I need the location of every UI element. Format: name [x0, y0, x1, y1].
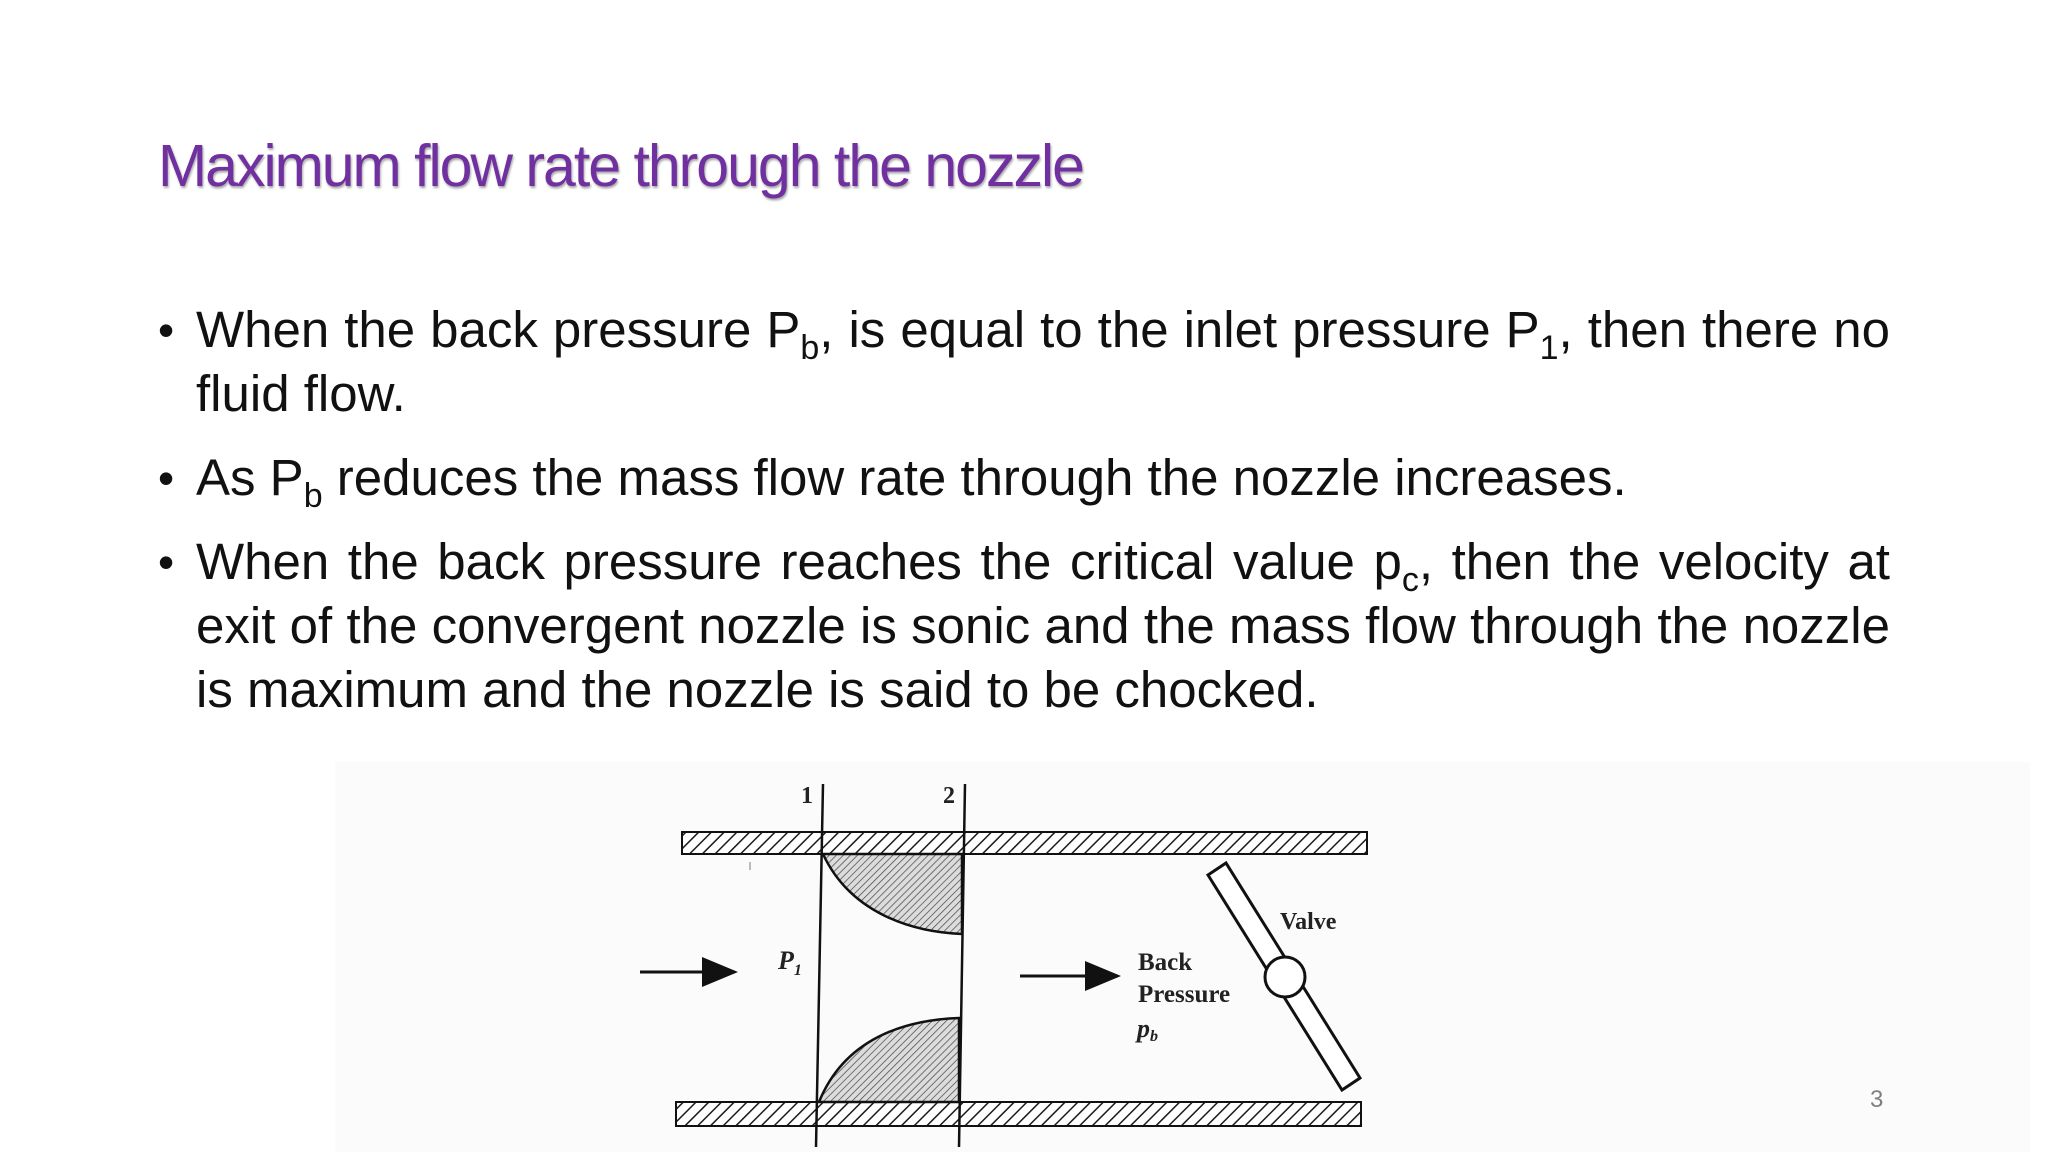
bullet-dot-icon: • — [158, 452, 175, 504]
bullet-dot-icon: • — [158, 304, 175, 356]
nozzle-diagram — [335, 762, 2030, 1152]
back-pressure-symbol-letter: p — [1137, 1014, 1150, 1043]
bullet-text: , then the velocity at exit of the convergent nozzle is sonic and the mass flow through the nozzle is maximum and the nozzle is said to be chocked. — [196, 533, 1890, 718]
bullet-text: As P — [196, 449, 304, 506]
bullet-text: When the back pressure P — [196, 301, 801, 358]
bullet-dot-icon: • — [158, 536, 175, 588]
section-label-2: 2 — [943, 783, 955, 809]
subscript: b — [800, 329, 820, 367]
inlet-pressure-label — [777, 946, 802, 979]
nozzle-diagram-svg — [335, 762, 2030, 1152]
valve-icon — [1208, 863, 1360, 1090]
bullet-list — [158, 298, 1890, 742]
bullet-text: When the back pressure reaches the critical value p — [196, 533, 1402, 590]
bullet-text: reduces the mass flow rate through the nozzle increases. — [322, 449, 1627, 506]
back-pressure-symbol — [1135, 1014, 1158, 1045]
bullet-item — [158, 298, 1890, 426]
nozzle-lower-profile — [819, 1018, 959, 1102]
subscript: b — [303, 477, 323, 515]
back-pressure-subscript: b — [1150, 1028, 1158, 1045]
bullet-text: , is equal to the inlet pressure P — [819, 301, 1540, 358]
inlet-pressure-symbol: P — [778, 946, 794, 975]
bottom-pipe-wall — [676, 1102, 1361, 1126]
subscript: c — [1401, 561, 1419, 599]
nozzle-upper-profile — [823, 854, 962, 934]
slide-title: Maximum flow rate through the nozzle — [158, 133, 1083, 199]
subscript: 1 — [1539, 329, 1559, 367]
bullet-text: , then there no fluid flow. — [196, 301, 1890, 422]
bullet-item — [158, 530, 1890, 722]
back-pressure-label-line2: Pressure — [1138, 981, 1231, 1008]
back-pressure-label-line1: Back — [1138, 949, 1193, 976]
section-label-1: 1 — [801, 783, 813, 809]
inlet-pressure-subscript: 1 — [793, 962, 802, 979]
top-pipe-wall — [682, 832, 1367, 854]
bullet-item — [158, 446, 1890, 515]
valve-label: Valve — [1280, 909, 1337, 935]
page-number: 3 — [1870, 1086, 1884, 1113]
